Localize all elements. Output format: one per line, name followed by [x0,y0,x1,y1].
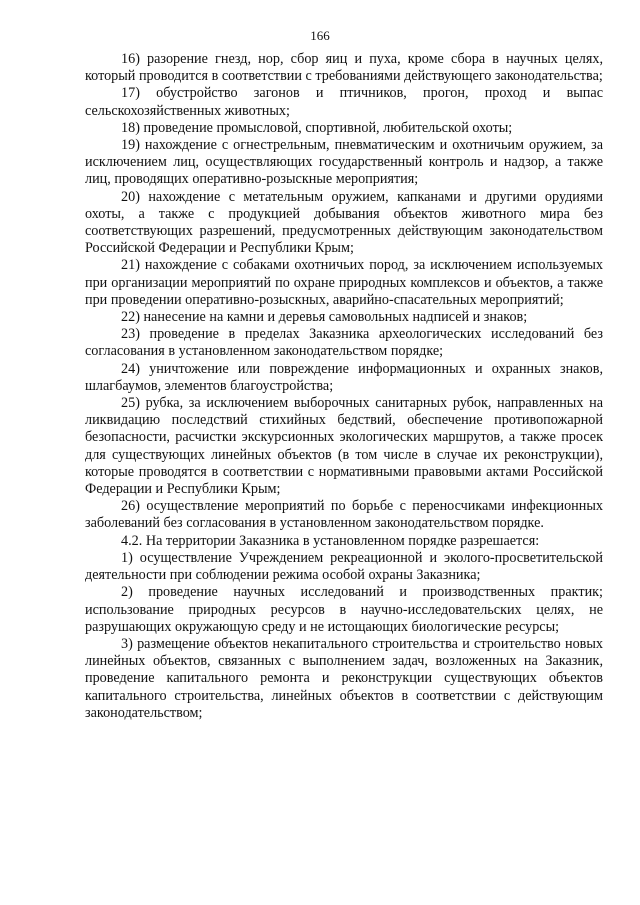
list-item-24: 24) уничтожение или повреждение информационных и охранных знаков, шлагбаумов, элементов благоустройства; [85,360,603,394]
list-item-20: 20) нахождение с метательным оружием, капканами и другими орудиями охоты, а также с продукцией добывания объектов животного мира без соответствующих разрешений, предусмотренных действующим законодательством Российской Федерации и Республики Крым; [85,188,603,257]
list-item-22: 22) нанесение на камни и деревья самовольных надписей и знаков; [121,309,528,326]
list-item-17: 17) обустройство загонов и птичников, прогон, проход и выпас сельскохозяйственных животных; [85,85,603,119]
allowed-item-3: 3) размещение объектов некапитального строительства и строительство новых линейных объектов, связанных с выполнением задач, возложенных на Заказник, проведение капитального ремонта и реконструкции существующих объектов капитального строительства, линейных объектов в соответствии с действующим законодательством; [85,635,603,721]
allowed-item-2: 2) проведение научных исследований и производственных практик; использование природных ресурсов в научно-исследовательских целях, не разрушающих окружающую среду и не истощающих биологические ресурсы; [85,584,603,635]
list-item-19: 19) нахождение с огнестрельным, пневматическим и охотничьим оружием, за исключением лиц, осуществляющих государственный контроль и надзор, а также лиц, проводящих оперативно-розыскные мероприятия; [85,137,603,188]
list-item-21: 21) нахождение с собаками охотничьих пород, за исключением используемых при организации мероприятий по охране природных комплексов и объектов, а также при проведении оперативно-розыскных, аварийно-спасательных мероприятий; [85,257,603,308]
list-item-26: 26) осуществление мероприятий по борьбе с переносчиками инфекционных заболеваний без согласования в установленном законодательством порядке. [85,498,603,532]
list-item-16: 16) разорение гнезд, нор, сбор яиц и пуха, кроме сбора в научных целях, который проводится в соответствии с требованиями действующего законодательства; [85,51,603,85]
list-item-23: 23) проведение в пределах Заказника археологических исследований без согласования в установленном законодательством порядке; [85,326,603,360]
section-4-2-heading: 4.2. На территории Заказника в установленном порядке разрешается: [121,532,540,549]
page-number: 166 [310,28,330,43]
list-item-25: 25) рубка, за исключением выборочных санитарных рубок, направленных на ликвидацию последствий стихийных бедствий, обеспечение противопожарной безопасности, расчистки экскурсионных экологических маршрутов, а также просек для существующих линейных объектов (в том числе в случае их реконструкции), которые проводятся в соответствии с нормативными правовыми актами Российской Федерации и Республики Крым; [85,395,603,498]
allowed-item-1: 1) осуществление Учреждением рекреационной и эколого-просветительской деятельности при соблюдении режима особой охраны Заказника; [85,549,603,584]
list-item-18: 18) проведение промысловой, спортивной, любительской охоты; [121,119,513,136]
document-body [85,51,603,722]
